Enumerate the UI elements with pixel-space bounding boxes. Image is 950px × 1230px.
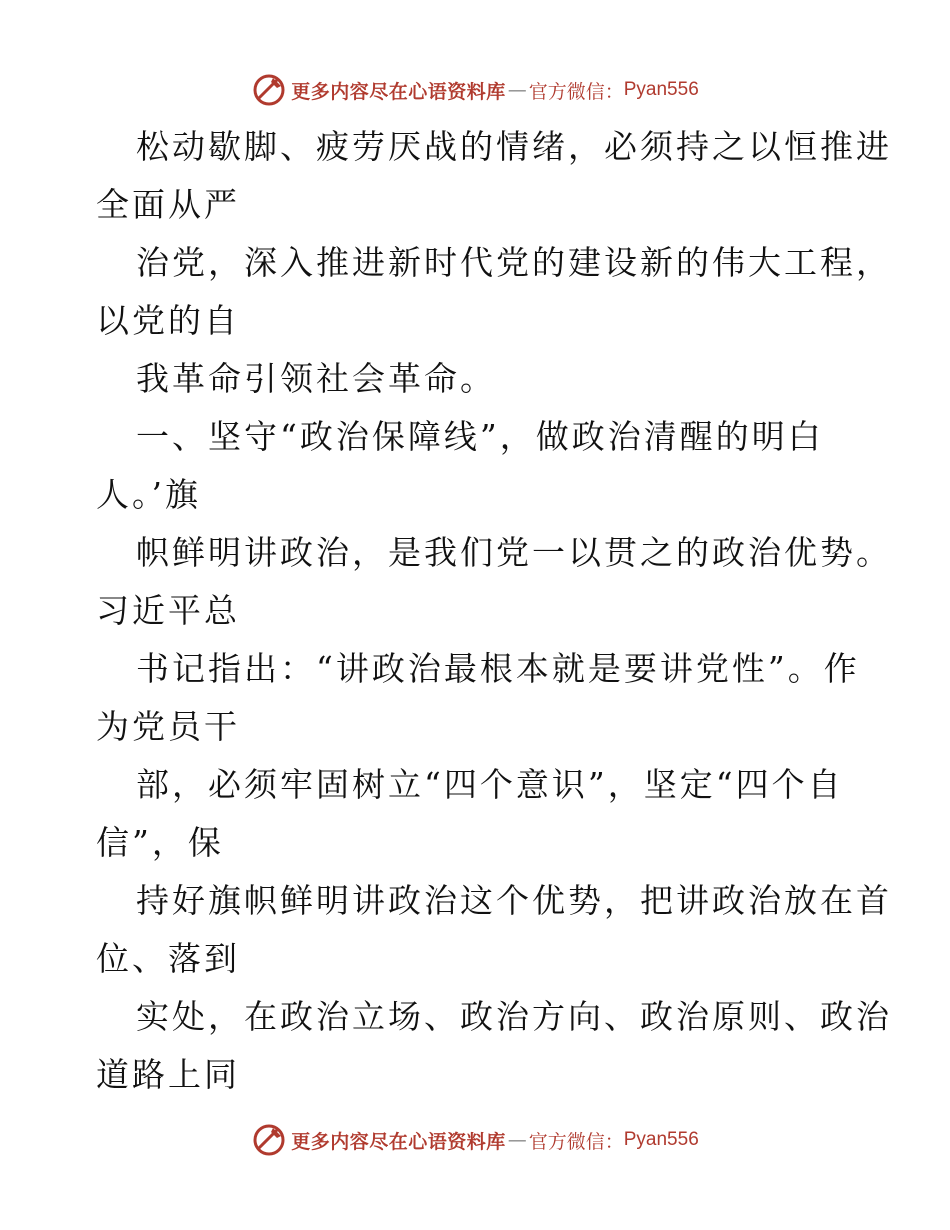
document-body: [96, 118, 892, 1104]
text-line: 道路上同: [96, 1055, 240, 1094]
text-line: 我革命引领社会革命。: [136, 359, 496, 398]
header-wechat-label: 官方微信：: [528, 80, 624, 103]
text-line: 治党，深入推进新时代党的建设新的伟大工程，: [136, 243, 892, 282]
footer-wechat-id: Pyan556: [623, 1129, 699, 1150]
section-heading-line: 一、坚守“政治保障线”，做政治清醒的明白: [136, 417, 824, 456]
header-banner-separator: —: [507, 79, 527, 101]
text-line: 习近平总: [96, 591, 240, 630]
text-line: 以党的自: [96, 301, 240, 340]
header-wechat-id: Pyan556: [623, 79, 699, 100]
footer-banner-separator: —: [507, 1129, 527, 1151]
text-line: 松动歇脚、疲劳厌战的情绪，必须持之以恒推进: [136, 127, 892, 166]
library-logo-icon: [251, 1122, 287, 1158]
footer-banner: [0, 1120, 950, 1160]
text-line: 为党员干: [96, 707, 240, 746]
footer-wechat-label: 官方微信：: [528, 1130, 624, 1153]
header-banner: [0, 70, 950, 110]
text-line: 持好旗帜鲜明讲政治这个优势，把讲政治放在首: [136, 881, 892, 920]
header-banner-text: 更多内容尽在心语资料库: [291, 80, 506, 103]
library-logo-icon: [251, 72, 287, 108]
text-line: 位、落到: [96, 939, 240, 978]
text-line: 帜鲜明讲政治，是我们党一以贯之的政治优势。: [136, 533, 892, 572]
text-line: 人。’旗: [96, 475, 201, 514]
text-line: 实处，在政治立场、政治方向、政治原则、政治: [136, 997, 892, 1036]
text-line: 信”，保: [96, 823, 224, 862]
text-line: 全面从严: [96, 185, 240, 224]
text-line: 部，必须牢固树立“四个意识”，坚定“四个自: [136, 765, 844, 804]
text-line: 书记指出：“讲政治最根本就是要讲党性”。作: [136, 649, 860, 688]
footer-banner-text: 更多内容尽在心语资料库: [291, 1130, 506, 1153]
